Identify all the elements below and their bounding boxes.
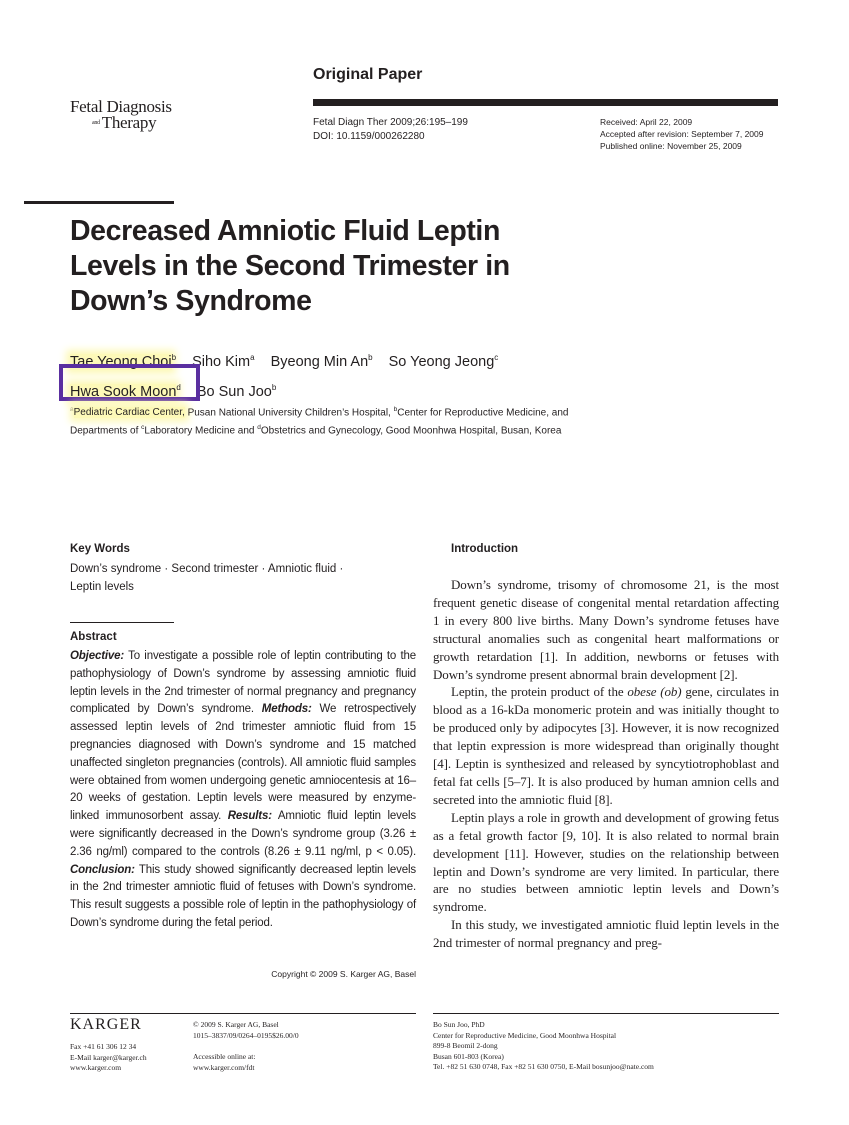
author-name: Byeong Min An — [270, 353, 369, 370]
abstract-heading: Abstract — [70, 631, 117, 643]
intro-paragraph-2 — [433, 683, 779, 808]
citation-doi[interactable]: DOI: 10.1159/000262280 — [313, 131, 425, 142]
intro-paragraph-3: Leptin plays a role in growth and development of growing fetus as a fetal growth factor [9, 10]. It is also related to normal brain development [11]. However, studies on the relationship between leptin and Down’s syndrome are very limited. In particular, there are no studies between amniotic leptin levels and Down’s syndrome. — [433, 809, 779, 915]
author[interactable] — [197, 384, 276, 400]
abstract-results-text: Amniotic fluid leptin levels were significantly decreased in the Down’s syndrome group (3.26 ± 2.36 ng/ml) compared to the controls (8.26 ± 9.11 ng/ml, p < 0.05). — [70, 810, 416, 858]
affiliation-highlight: Pediatric Cardiac Center, — [73, 407, 185, 419]
accepted-date: Accepted after revision: September 7, 2009 — [600, 129, 764, 139]
key-words-line: Down’s syndrome · Second trimester · Amniotic fluid · — [70, 563, 344, 575]
author[interactable] — [271, 354, 373, 370]
abstract-objective-text: To investigate a possible role of leptin contributing to the pathophysiology of Down’s syndrome by assessing amniotic fluid leptin levels in the 2nd trimester of normal pregnancy and pregnancy complicated by Down’s syndrome. — [70, 650, 416, 716]
publisher-fax: Fax +41 61 306 12 34 — [70, 1042, 137, 1051]
affiliation-text: Departments of — [70, 425, 142, 437]
affiliation-text: Pusan National University Children’s Hospital, — [184, 407, 394, 419]
author-affiliation-mark: b — [171, 353, 177, 362]
affiliation-mark: a — [70, 406, 74, 413]
published-date: Published online: November 25, 2009 — [600, 141, 742, 151]
selection-box — [59, 364, 200, 401]
abstract-body — [70, 648, 416, 933]
author-name: Siho Kim — [192, 353, 251, 370]
article-title — [70, 214, 590, 319]
abstract-rule — [70, 622, 174, 623]
legal-line: 1015–3837/09/0264–0195$26.00/0 — [193, 1030, 299, 1040]
received-date: Received: April 22, 2009 — [600, 117, 693, 127]
publication-dates — [600, 116, 763, 152]
abstract-conclusion-text: This study showed significantly decreased leptin levels in the 2nd trimester amniotic fluid of fetuses with Down’s syndrome. This result suggests a possible role of leptin in the pathophysiology of Down’s syndrome during the fetal period. — [70, 863, 416, 929]
introduction-body — [433, 576, 779, 952]
author-name: Bo Sun Joo — [196, 383, 272, 400]
affiliation-mark: d — [257, 424, 261, 432]
citation — [313, 116, 468, 144]
author-name: So Yeong Jeong — [388, 353, 495, 370]
journal-name-line2: Therapy — [101, 113, 157, 132]
correspondence-line: 899-8 Beomil 2-dong — [433, 1041, 498, 1050]
author-affiliation-mark: c — [494, 353, 499, 362]
correspondence-line: Center for Reproductive Medicine, Good Moonhwa Hospital — [433, 1030, 617, 1040]
abstract-methods-label: Methods: — [261, 703, 312, 716]
footer-rule — [433, 1013, 779, 1014]
key-words-heading: Key Words — [70, 543, 130, 555]
journal-name-line1: Fetal Diagnosis — [70, 97, 172, 116]
title-rule — [24, 201, 174, 204]
abstract-methods-text: We retrospectively assessed leptin levels of 2nd trimester amniotic fluid from 15 pregnancies diagnosed with Down’s syndrome and 15 matched unaffected singleton pregnancies (controls). All amniotic fluid samples were obtained from women undergoing genetic amniocentesis at 16–20 weeks of gestation. Leptin levels were measured by enzyme-linked immunosorbent assay. — [70, 703, 416, 823]
online-label: Accessible online at: — [193, 1052, 256, 1061]
citation-journal: Fetal Diagn Ther 2009;26:195–199 — [313, 117, 468, 128]
author-affiliation-mark: b — [271, 382, 277, 392]
affiliation-text: Center for Reproductive Medicine, and — [397, 407, 569, 419]
journal-name-and: and — [92, 120, 100, 126]
title-line-3: Down’s Syndrome — [70, 285, 312, 317]
publisher-contact — [70, 1042, 147, 1074]
author-affiliation-mark: d — [176, 382, 181, 392]
publisher-website[interactable]: www.karger.com — [70, 1063, 122, 1072]
publisher-email[interactable]: E-Mail karger@karger.ch — [70, 1052, 147, 1062]
title-line-2: Levels in the Second Trimester in — [70, 250, 510, 282]
intro-gene-name: obese (ob) — [627, 684, 682, 700]
author[interactable] — [389, 354, 499, 370]
intro-text: gene, circulates in blood as a 16-kDa monomeric protein and was initially thought to be produced only by adipocytes [3]. However, it is now recognized that leptin expression is more widespread than originally thought [4]. Leptin is synthesized and released by syncytiotrophoblast and fetal fat cells [5–7]. It is also produced by human amnion cells and secreted into the amniotic fluid [8]. — [433, 684, 779, 807]
correspondence-line: Tel. +82 51 630 0748, Fax +82 51 630 0750, E-Mail bosunjoo@nate.com — [433, 1062, 654, 1071]
journal-logo — [70, 99, 172, 131]
footer-rule — [70, 1013, 416, 1014]
correspondence — [433, 1020, 654, 1073]
author-affiliation-mark: a — [250, 353, 255, 362]
affiliation-text: Laboratory Medicine and — [144, 425, 258, 437]
copyright: Copyright © 2009 S. Karger AG, Basel — [271, 969, 416, 979]
affiliation-mark: b — [393, 406, 398, 413]
publisher-legal — [193, 1020, 299, 1041]
affiliation-mark: c — [141, 424, 145, 432]
intro-text: Leptin, the protein product of the — [451, 684, 628, 700]
intro-paragraph-4: In this study, we investigated amniotic fluid leptin levels in the 2nd trimester of normal pregnancy and preg- — [433, 917, 779, 951]
author-affiliation-mark: b — [368, 353, 373, 362]
author-name: Tae Yeong Choi — [70, 353, 172, 370]
title-line-1: Decreased Amniotic Fluid Leptin — [70, 215, 500, 247]
affiliation-text: Obstetrics and Gynecology, Good Moonhwa Hospital, Busan, Korea — [260, 425, 562, 437]
abstract-conclusion-label: Conclusion: — [70, 863, 135, 876]
correspondence-line: Bo Sun Joo, PhD — [433, 1020, 485, 1029]
author-name: Hwa Sook Moon — [70, 383, 177, 400]
key-words — [70, 560, 410, 596]
abstract-results-label: Results: — [227, 810, 272, 823]
online-url[interactable]: www.karger.com/fdt — [193, 1062, 255, 1072]
key-words-line: Leptin levels — [70, 581, 134, 593]
abstract-objective-label: Objective: — [70, 650, 125, 662]
online-access — [193, 1052, 255, 1073]
correspondence-line: Busan 601-803 (Korea) — [433, 1051, 504, 1061]
author[interactable] — [192, 354, 254, 370]
header-rule — [313, 99, 778, 106]
introduction-heading: Introduction — [451, 543, 519, 555]
intro-paragraph-1: Down’s syndrome, trisomy of chromosome 21, is the most frequent genetic disease of congenital mental retardation affecting 1 in every 800 live births. Many Down’s syndrome fetuses have structural anomalies such as congenital heart malformations or growth retardation [1]. In addition, newborns or fetuses with Down’s syndrome present abnormal brain development [2]. — [433, 577, 779, 682]
affiliations — [70, 402, 690, 439]
paper-type: Original Paper — [313, 66, 423, 83]
publisher-logo: KARGER — [70, 1016, 142, 1033]
legal-line: © 2009 S. Karger AG, Basel — [193, 1020, 279, 1029]
